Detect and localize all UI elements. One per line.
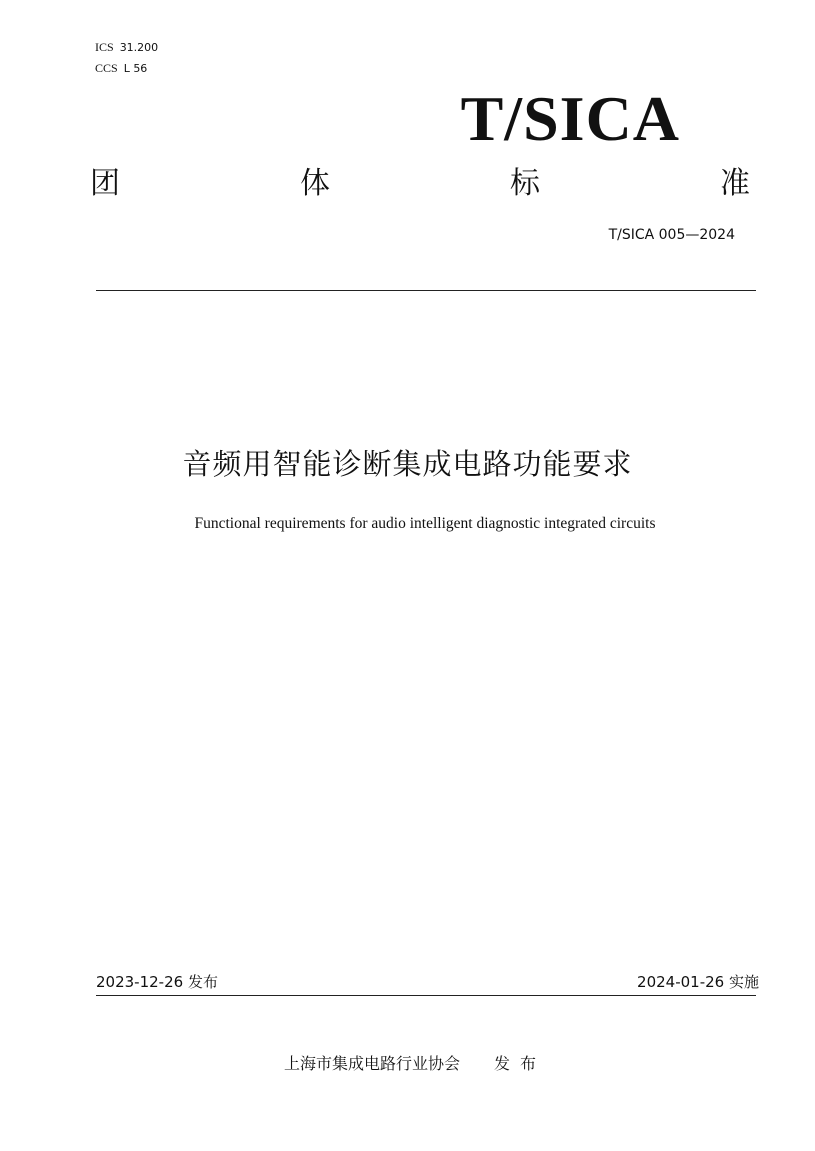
publisher-name: 上海市集成电路行业协会	[283, 1054, 460, 1073]
standard-number: T/SICA 005—2024	[608, 227, 735, 243]
title-english: Functional requirements for audio intelligent diagnostic integrated circuits	[194, 515, 656, 532]
ics-code	[95, 40, 158, 55]
organization-code: T/SICA	[460, 83, 680, 154]
issue-date: 2023-12-26 发布	[96, 973, 218, 991]
standard-type-char: 团	[90, 166, 120, 201]
title-chinese: 音频用智能诊断集成电路功能要求	[182, 447, 633, 481]
standard-type-char: 标	[510, 166, 540, 201]
ccs-code	[95, 61, 147, 76]
ccs-label: CCS	[95, 61, 118, 75]
standard-type-char: 准	[720, 166, 750, 201]
publisher	[0, 1053, 815, 1075]
standard-type	[90, 160, 750, 200]
publisher-action: 发布	[494, 1054, 547, 1073]
implementation-date: 2024-01-26 实施	[637, 973, 759, 991]
standard-type-char: 体	[300, 166, 330, 201]
ccs-value: L 56	[123, 62, 148, 75]
footer-divider	[96, 995, 756, 996]
ics-value: 31.200	[119, 41, 159, 54]
header-divider	[96, 290, 756, 291]
ics-label: ICS	[95, 40, 114, 54]
